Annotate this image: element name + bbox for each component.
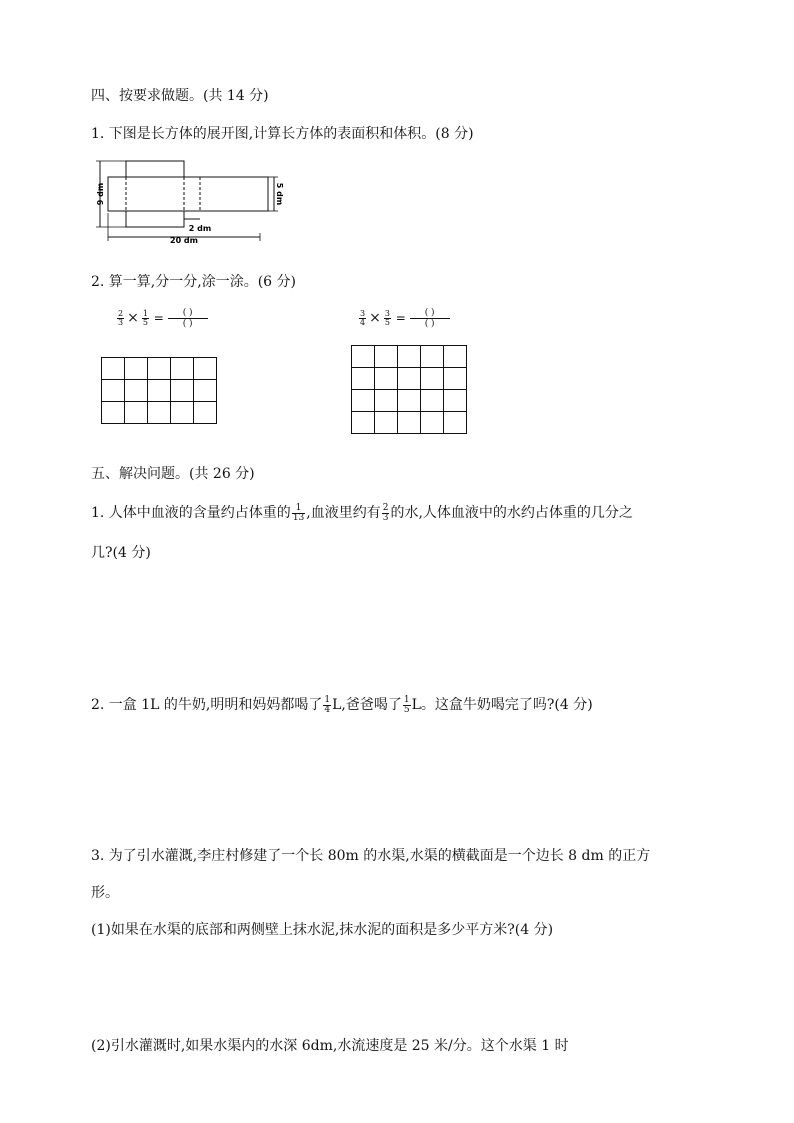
- net-main-strip: [108, 177, 268, 211]
- net-top-face: [126, 161, 184, 177]
- question-4-1: 1. 下图是长方体的展开图,计算长方体的表面积和体积。(8 分): [91, 126, 474, 142]
- height-label: 9 dm: [96, 182, 105, 206]
- width-label: 20 dm: [170, 236, 198, 245]
- shading-grid-2[interactable]: [351, 345, 467, 434]
- side-label: 5 dm: [275, 182, 284, 206]
- question-5-3: 3. 为了引水灌溉,李庄村修建了一个长 80m 的水渠,水渠的横截面是一个边长 8 dm 的正方: [91, 848, 651, 864]
- cuboid-net-diagram: [92, 157, 292, 247]
- gap-label: 2 dm: [188, 224, 212, 233]
- shading-grid-1[interactable]: [101, 357, 217, 424]
- question-5-3-2: (2)引水灌溉时,如果水渠内的水深 6dm,水流速度是 25 米/分。这个水渠 1 时: [91, 1038, 569, 1054]
- question-5-3-1: (1)如果在水渠的底部和两侧壁上抹水泥,抹水泥的面积是多少平方米?(4 分): [91, 922, 554, 938]
- section-4-title: 四、按要求做题。(共 14 分): [91, 88, 269, 104]
- question-4-2: 2. 算一算,分一分,涂一涂。(6 分): [91, 274, 296, 290]
- question-5-1-cont: 几?(4 分): [91, 545, 151, 561]
- equation-1: $\frac{2}{3}$ × $\frac{1}{5}$ = ( ) ( ): [116, 308, 208, 329]
- net-bottom-face: [126, 211, 184, 227]
- question-5-3-cont: 形。: [91, 885, 119, 901]
- question-5-2: 2. 一盒 1L 的牛奶,明明和妈妈都喝了 $\frac{1}{4}$ L,爸爸喝了 $\frac{1}{5}$ L。这盒牛奶喝完了吗?(4 分): [91, 694, 593, 715]
- question-5-1: 1. 人体中血液的含量约占体重的 $\frac{1}{13}$ ,血液里约有 $\frac{2}{3}$ 的水,人体血液中的水约占体重的几分之: [91, 502, 633, 523]
- equation-2: $\frac{3}{4}$ × $\frac{3}{5}$ = ( ) ( ): [358, 308, 450, 329]
- section-5-title: 五、解决问题。(共 26 分): [91, 466, 255, 482]
